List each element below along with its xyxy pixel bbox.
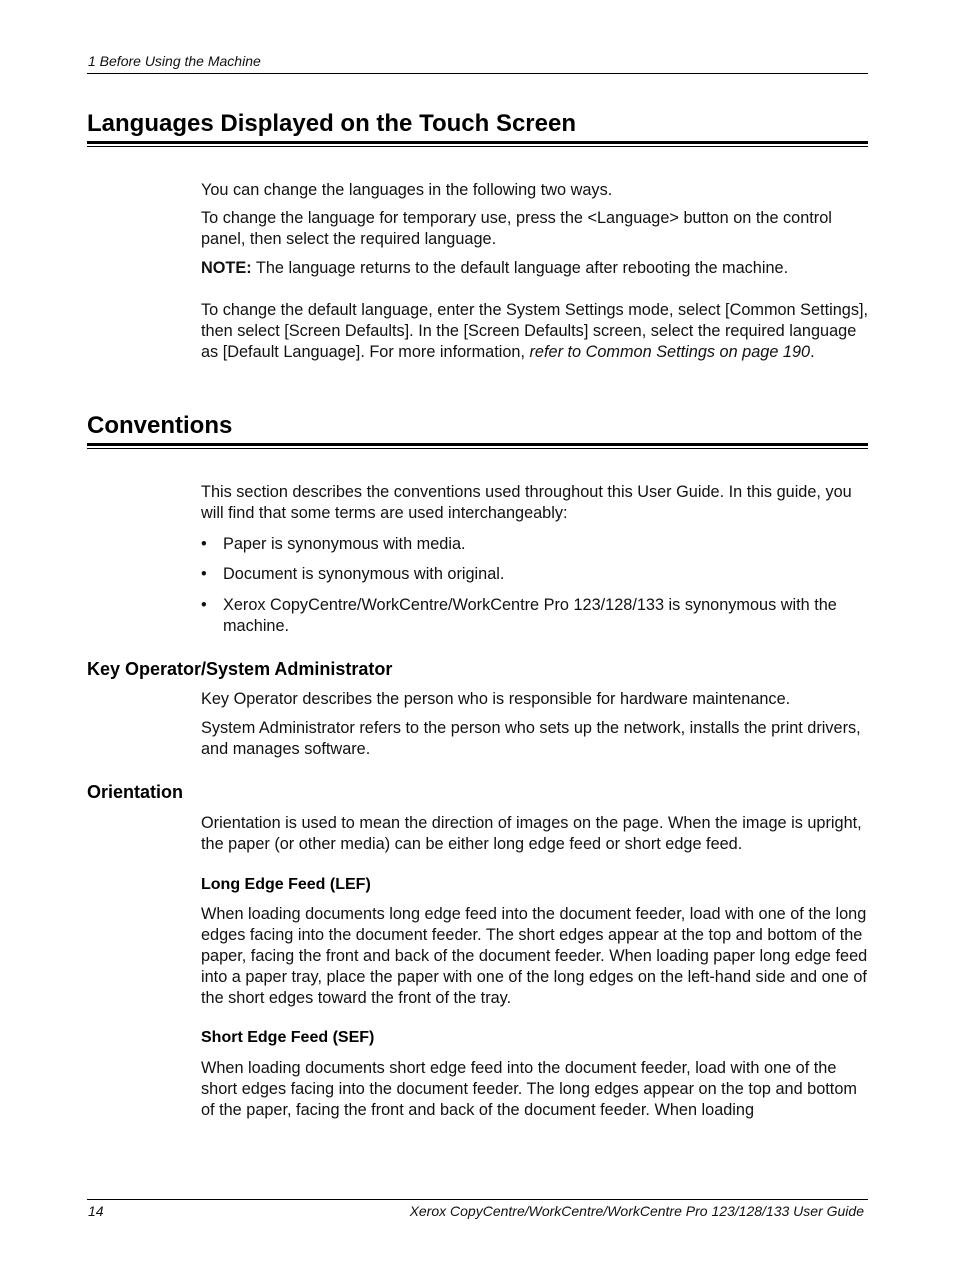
bullet-marker: • bbox=[201, 565, 207, 583]
cross-reference-link[interactable]: refer to Common Settings on page 190 bbox=[529, 343, 811, 361]
heading-rule-thick bbox=[87, 443, 868, 446]
paragraph: When loading documents short edge feed into the document feeder, load with one of the short edges facing into the document feeder. The long edges appear on the top and bottom of the paper, facing the front and back of the document feeder. When loading bbox=[201, 1059, 857, 1119]
note-paragraph bbox=[201, 258, 869, 279]
running-header: 1 Before Using the Machine bbox=[88, 53, 261, 69]
subheading-sef: Short Edge Feed (SEF) bbox=[201, 1029, 375, 1046]
subsection-heading-orientation: Orientation bbox=[87, 782, 184, 802]
paragraph: System Administrator refers to the person who sets up the network, installs the print drivers, and manages software. bbox=[201, 719, 861, 758]
paragraph: To change the language for temporary use, press the <Language> button on the control panel, then select the required language. bbox=[201, 209, 832, 248]
footer-rule bbox=[87, 1199, 868, 1200]
note-text: The language returns to the default language after rebooting the machine. bbox=[251, 259, 789, 277]
paragraph-text: . bbox=[810, 343, 815, 361]
header-rule bbox=[87, 73, 868, 74]
paragraph: When loading documents long edge feed into the document feeder, load with one of the long edges facing into the document feeder. The short edges appear at the top and bottom of the paper, facing the front and back of the document feeder. When loading paper long edge feed into a paper tray, place the paper with one of the long edges on the left-hand side and one of the short edges toward the front of the tray. bbox=[201, 905, 868, 1007]
bullet-marker: • bbox=[201, 596, 207, 614]
paragraph: Orientation is used to mean the direction of images on the page. When the image is upright, the paper (or other media) can be either long edge feed or short edge feed. bbox=[201, 814, 862, 853]
heading-rule-thin bbox=[87, 448, 868, 449]
paragraph-text: To change the default language, enter the System Settings mode, select [Common Settings], then select [Screen Defaults]. In the [Screen Defaults] screen, select the required language as [Default Language]. For more information, bbox=[201, 301, 869, 361]
section-heading-conventions: Conventions bbox=[87, 412, 233, 439]
footer-guide-title: Xerox CopyCentre/WorkCentre/WorkCentre Pro 123/128/133 User Guide bbox=[409, 1203, 864, 1219]
heading-rule-thin bbox=[87, 146, 868, 147]
list-item-text: Xerox CopyCentre/WorkCentre/WorkCentre Pro 123/128/133 is synonymous with the machine. bbox=[223, 596, 837, 635]
subheading-lef: Long Edge Feed (LEF) bbox=[201, 876, 371, 893]
heading-rule-thick bbox=[87, 141, 868, 144]
list-item-text: Document is synonymous with original. bbox=[223, 565, 505, 583]
paragraph: Key Operator describes the person who is responsible for hardware maintenance. bbox=[201, 690, 791, 708]
paragraph: You can change the languages in the following two ways. bbox=[201, 181, 613, 199]
list-item-text: Paper is synonymous with media. bbox=[223, 535, 466, 553]
page-number: 14 bbox=[88, 1203, 104, 1219]
section-heading-languages: Languages Displayed on the Touch Screen bbox=[87, 110, 576, 137]
subsection-heading-key-operator: Key Operator/System Administrator bbox=[87, 659, 393, 679]
paragraph: This section describes the conventions used throughout this User Guide. In this guide, you will find that some terms are used interchangeably: bbox=[201, 483, 852, 522]
bullet-marker: • bbox=[201, 535, 207, 553]
paragraph bbox=[201, 300, 869, 363]
note-label: NOTE: bbox=[201, 259, 252, 277]
